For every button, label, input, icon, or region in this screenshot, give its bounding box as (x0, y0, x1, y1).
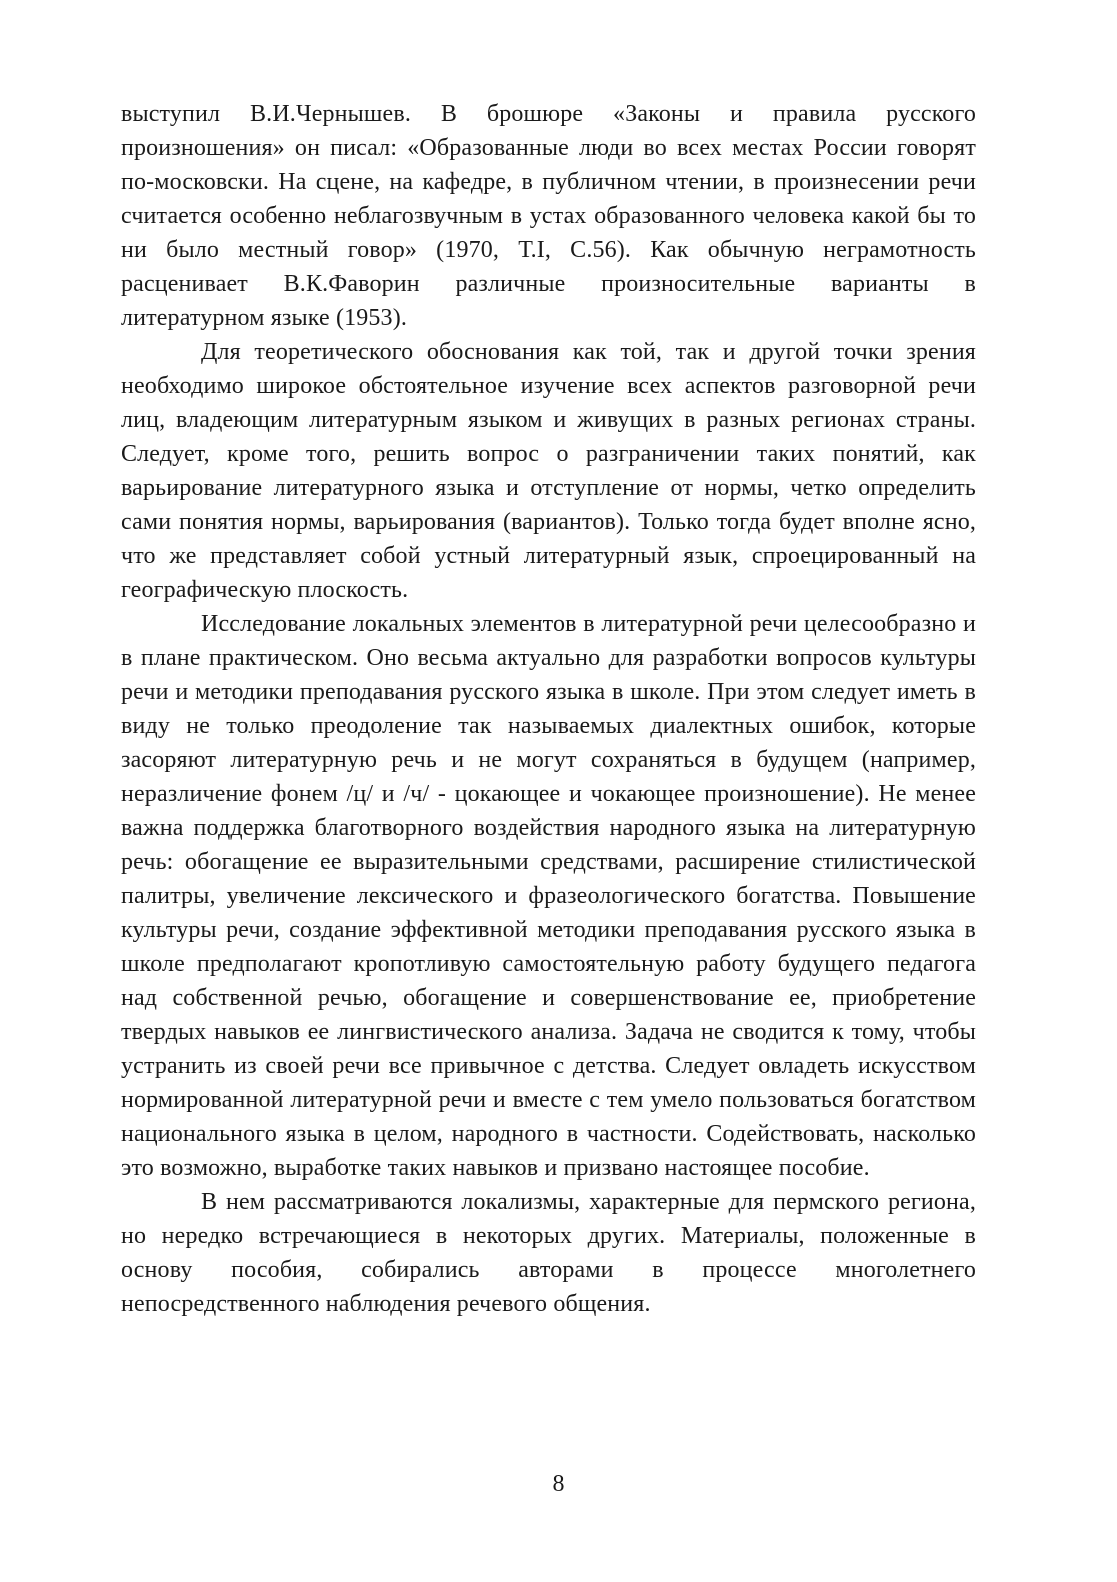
paragraph-local-elements: Исследование локальных элементов в литературной речи целесообразно и в плане практическом. Оно весьма актуально для разработки вопросов культуры речи и методики преподавания русского языка в школе. При этом следует иметь в виду не только преодоление так называемых диалектных ошибок, которые засоряют литературную речь и не могут сохраняться в будущем (например, неразличение фонем /ц/ и /ч/ - цокающее и чокающее произношение). Не менее важна поддержка благотворного воздействия народного языка на литературную речь: обогащение ее выразительными средствами, расширение стилистической палитры, увеличение лексического и фразеологического богатства. Повышение культуры речи, создание эффективной методики преподавания русского языка в школе предполагают кропотливую самостоятельную работу будущего педагога над собственной речью, обогащение и совершенствование ее, приобретение твердых навыков ее лингвистического анализа. Задача не сводится к тому, чтобы устранить из своей речи все привычное с детства. Следует овладеть искусством нормированной литературной речи и вместе с тем умело пользоваться богатством национального языка в целом, народного в частности. Содействовать, насколько это возможно, выработке таких навыков и призвано настоящее пособие. (121, 611, 976, 1181)
page-number: 8 (552, 1471, 565, 1497)
paragraph-continuation: выступил В.И.Чернышев. В брошюре «Законы и правила русского произношения» он писал: «Образованные люди во всех местах России говорят по-московски. На сцене, на кафедре, в публичном чтении, в произнесении речи считается особенно неблагозвучным в устах образованного человека какой бы то ни было местный говор» (1970, Т.I, С.56). Как обычную неграмотность расценивает В.К.Фаворин различные произносительные варианты в литературном языке (1953). (121, 101, 976, 331)
text-body (121, 97, 976, 1321)
paragraph-theoretical-basis: Для теоретического обоснования как той, так и другой точки зрения необходимо широкое обстоятельное изучение всех аспектов разговорной речи лиц, владеющим литературным языком и живущих в разных регионах страны. Следует, кроме того, решить вопрос о разграничении таких понятий, как варьирование литературного языка и отступление от нормы, четко определить сами понятия нормы, варьирования (вариантов). Только тогда будет вполне ясно, что же представляет собой устный литературный язык, спроецированный на географическую плоскость. (121, 339, 976, 603)
paragraph-localisms: В нем рассматриваются локализмы, характерные для пермского региона, но нередко встречающиеся в некоторых других. Материалы, положенные в основу пособия, собирались авторами в процессе многолетнего непосредственного наблюдения речевого общения. (121, 1189, 976, 1317)
